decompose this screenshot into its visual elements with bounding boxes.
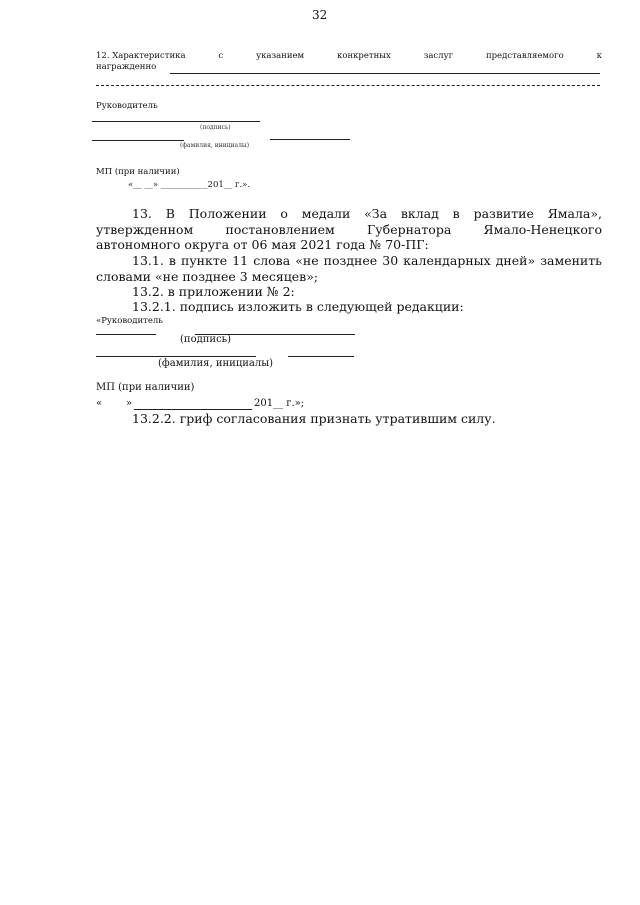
paragraph-13-1-text: 13.1. в пункте 11 слова «не позднее 30 календарных дней» заменить словами «не позднее 3 месяцев»; [96, 253, 602, 284]
paragraph-13-2-2: 13.2.2. гриф согласования признать утратившим силу. [132, 411, 496, 426]
paragraph-13 [96, 206, 602, 253]
paragraph-13-text: 13. В Положении о медали «За вклад в развитие Ямала», утвержденном постановлением Губернатора Ямало-Ненецкого автономного округа от 06 мая 2021 года № 70-ПГ: [96, 206, 602, 252]
block1-name-caption: (фамилия, инициалы) [180, 142, 250, 149]
block1-mp: МП (при наличии) [96, 167, 180, 177]
block2-date-year: 201__ г.»; [254, 398, 305, 409]
block2-signature-line [96, 334, 156, 335]
item12-word: конкретных [337, 51, 391, 61]
item12-word: с [218, 51, 224, 61]
block1-signature-caption: (подпись) [200, 124, 231, 131]
item12-word: к [596, 51, 602, 61]
item12-line2-label: награжденно [96, 62, 157, 72]
paragraph-13-2: 13.2. в приложении № 2: [132, 284, 295, 299]
paragraph-13-1 [96, 253, 602, 284]
item12-word: представляемого [485, 51, 564, 61]
block1-name-line [92, 140, 184, 141]
block2-name-line [288, 356, 354, 357]
block2-head: «Руководитель [96, 316, 163, 326]
item12-word: заслуг [423, 51, 454, 61]
item12-fill-line [170, 73, 600, 74]
paragraph-13-2-1: 13.2.1. подпись изложить в следующей редакции: [132, 299, 464, 314]
block2-date-line [134, 409, 252, 410]
block1-signature-line [92, 121, 260, 122]
block1-date: «__ __» ___________201__ г.». [128, 180, 251, 190]
item12-word: 12. Характеристика [96, 51, 186, 61]
block2-name-line [96, 356, 256, 357]
block2-name-caption: (фамилия, инициалы) [158, 358, 274, 369]
block1-name-line [270, 139, 350, 140]
item12-fill-line [96, 85, 600, 86]
block1-head: Руководитель [96, 101, 158, 111]
block2-date-close: » [126, 398, 133, 409]
block2-mp: МП (при наличии) [96, 382, 195, 393]
item12-word: указанием [256, 51, 305, 61]
page-number: 32 [312, 8, 328, 22]
block2-date-open: « [96, 398, 103, 409]
block2-signature-caption: (подпись) [180, 334, 232, 345]
item12-line1 [96, 51, 602, 61]
